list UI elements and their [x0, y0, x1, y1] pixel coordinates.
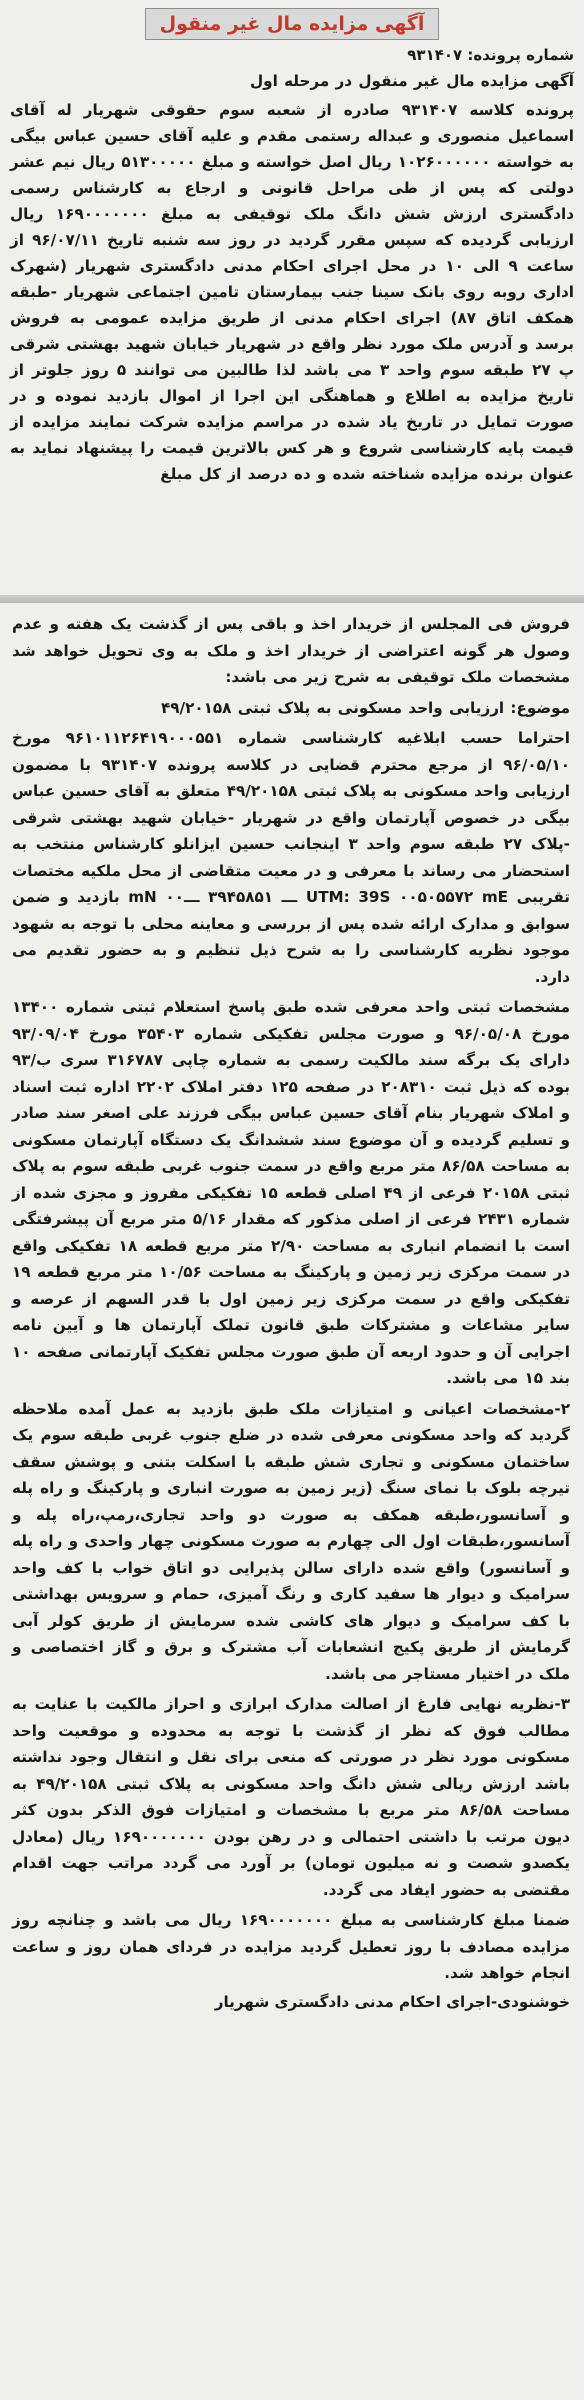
signature-line: خوشنودی-اجرای احکام مدنی دادگستری شهریار	[214, 1992, 570, 2011]
notice-title: آگهی مزایده مال غیر منقول	[145, 8, 440, 40]
sale-terms-paragraph: فروش فی المجلس از خریدار اخذ و باقی پس از گذشت یک هفته و عدم وصول هر گونه اعتراضی از خریدار اخذ و ملک به وی تحویل خواهد شد مشخصات ملک توقیفی به شرح زیر می باشد:	[12, 615, 570, 686]
notice-heading-line: آگهی مزایده مال غیر منقول در مرحله اول	[249, 72, 574, 90]
case-number: شماره پرونده: ۹۳۱۴۰۷	[407, 46, 574, 64]
expert-intro-paragraph: احتراما حسب ابلاغیه کارشناسی شماره ۹۶۱۰۱۱۲۶۴۱۹۰۰۰۵۵۱ مورخ ۹۶/۰۵/۱۰ از مرجع محترم قضایی در کلاسه پرونده ۹۳۱۴۰۷ با مضمون ارزیابی واحد مسکونی به پلاک ثبتی ۴۹/۲۰۱۵۸ متعلق به آقای حسین عباس بیگی در خصوص آپارتمان واقع در شهریار -خیابان شهید بهشتی شرقی -پلاک ۲۷ طبقه سوم واحد ۳ اینجانب حسین ایزانلو کارشناس منتخب به استحضار می رساند با معرفی و در معیت متقاضی از محل ملکیه مختصات تقریبی UTM: 39S ۰۰۵۰۵۵۷۲ mE ـــ ۳۹۴۵۸۵۱ ـــ۰۰ mN بازدید و ضمن سوابق و مدارک ارائه شده پس از بررسی و معاینه محلی با توجه به شهود موجود نظریه کارشناسی را به شرح ذیل تنظیم و به حضور تقدیم می دارد.	[12, 729, 570, 986]
clipping-gap	[0, 595, 584, 603]
final-opinion-paragraph: ۳-نظریه نهایی فارغ از اصالت مدارک ابرازی و احراز مالکیت با عنایت به مطالب فوق که نظر از گذشت با توجه به محدوده و موقعیت واحد مسکونی مورد نظر در صورتی که منعی برای نقل و انتقال وجود نداشته باشد ارزش ریالی شش دانگ واحد مسکونی به پلاک ثبتی ۴۹/۲۰۱۵۸ به مساحت ۸۶/۵۸ متر مربع با مشخصات و امتیازات فوق الذکر بدون کثر دیون مرتب با داشتی احتمالی و در رهن بودن ۱۶۹۰۰۰۰۰۰۰ ریال (معادل یکصدو شصت و نه میلیون تومان) بر آورد می گردد مراتب جهت اقدام مقتضی به حضور ایفاد می گردد.	[12, 1695, 571, 1899]
notice-clipping-bottom	[0, 603, 584, 2400]
auction-details-paragraph: پرونده کلاسه ۹۳۱۴۰۷ صادره از شعبه سوم حقوقی شهریار له آقای اسماعیل منصوری و عبداله رستمی مقدم و علیه آقای حسین عباس بیگی به خواسته ۱۰۲۶۰۰۰۰۰۰ ریال اصل خواسته و مبلغ ۵۱۳۰۰۰۰۰ ریال نیم عشر دولتی که پس از طی مراحل قانونی و ارجاع به کارشناس رسمی دادگستری ارزش شش دانگ ملک توقیفی به مبلغ ۱۶۹۰۰۰۰۰۰۰ ریال ارزیابی گردیده که سپس مقرر گردید در روز سه شنبه تاریخ ۹۶/۰۷/۱۱ از ساعت ۹ الی ۱۰ در محل اجرای احکام مدنی دادگستری شهریار (شهرک اداری روبه روی بانک سینا جنب بیمارستان تامین اجتماعی شهریار -طبقه همکف اتاق ۸۷) اجرای احکام مدنی از طریق مزایده عمومی به فروش برسد و آدرس ملک مورد نظر واقع در شهریار خیابان شهید بهشتی شرقی پ ۲۷ طبقه سوم واحد ۳ می باشد لذا طالبین می توانند ۵ روز جلوتر از تاریخ مزایده به اطلاع و هماهنگی این اجرا از اموال بازدید نموده و در صورت تمایل در تاریخ یاد شده در مراسم مزایده شرکت نمایند مزایده از قیمت پایه کارشناسی شروع و هر کس بالاترین قیمت را پیشنهاد نماید به عنوان برنده مزایده شناخته شده و ده درصد از کل مبلغ	[10, 101, 575, 483]
notice-clipping-top	[0, 0, 584, 595]
property-features-paragraph: ۲-مشخصات اعیانی و امتیازات ملک طبق بازدید به عمل آمده ملاحظه گردید که واحد مسکونی معرفی شده در ضلع جنوب غربی طبقه سوم یک ساختمان مسکونی و تجاری شش طبقه با اسکلت بتنی و پوشش سقف تیرچه بلوک با نمای سنگ (زیر زمین به صورت انباری و پارکینگ و راه پله و آسانسور،طبقه همکف به صورت دو واحد تجاری،رمپ،راه پله و آسانسور،طبقات اول الی چهارم به صورت مسکونی چهار واحدی و راه پله و آسانسور) واقع شده دارای سالن پذیرایی دو اتاق خواب با کف واحد سرامیک و دیوار ها سفید کاری و رنگ آمیزی، حمام و سرویس بهداشتی با کف سرامیک و دیوار های کاشی شده سرمایش از طریق کولر آبی گرمایش از طریق پکیج انشعابات آب مشترک و برق و گاز اختصاصی و ملک در اختیار مستاجر می باشد.	[12, 1399, 570, 1683]
appraisal-amount-paragraph: ضمنا مبلغ کارشناسی به مبلغ ۱۶۹۰۰۰۰۰۰۰ ریال می باشد و چنانچه روز مزایده مصادف با روز تعطیل گردید مزایده در فردای همان روز و ساعت انجام خواهد شد.	[12, 1911, 570, 1982]
subject-line: موضوع: ارزیابی واحد مسکونی به پلاک ثبتی ۴۹/۲۰۱۵۸	[161, 698, 570, 717]
registry-details-paragraph: مشخصات ثبتی واحد معرفی شده طبق پاسخ استعلام ثبتی شماره ۱۳۴۰۰ مورخ ۹۶/۰۵/۰۸ و صورت مجلس تفکیکی شماره ۳۵۴۰۳ مورخ ۹۳/۰۹/۰۴ دارای یک برگه سند مالکیت رسمی به شماره چاپی ۳۱۶۷۸۷ سری ب/۹۳ بوده که ذیل ثبت ۲۰۸۳۱۰ در صفحه ۱۲۵ دفتر املاک ۲۲۰۲ اداره ثبت اسناد و املاک شهریار بنام آقای حسین عباس بیگی فرزند علی اصغر سند صادر و تسلیم گردیده و آن موضوع سند ششدانگ یک دستگاه آپارتمان مسکونی به مساحت ۸۶/۵۸ متر مربع واقع در سمت جنوب غربی طبقه سوم به پلاک ثبتی ۲۰۱۵۸ فرعی از ۴۹ اصلی قطعه ۱۵ تفکیکی مفروز و مجزی شده از شماره ۲۴۳۱ فرعی از اصلی مذکور که مقدار ۵/۱۶ متر مربع آن پیشرفتگی است با انضمام انباری به مساحت ۲/۹۰ متر مربع قطعه ۱۸ تفکیکی واقع در سمت مرکزی زیر زمین و پارکینگ به مساحت ۱۰/۵۶ متر مربع قطعه ۱۹ تفکیکی واقع در سمت مرکزی زیر زمین اول با قدر السهم از عرصه و سایر مشاعات و مشترکات طبق قانون تملک آپارتمان ها و آیین نامه اجرایی آن و حدود اربعه آن طبق صورت مجلس تفکیک آپارتمانی صفحه ۱۰ بند ۱۵ می باشد.	[12, 998, 571, 1387]
header-row	[10, 8, 574, 40]
